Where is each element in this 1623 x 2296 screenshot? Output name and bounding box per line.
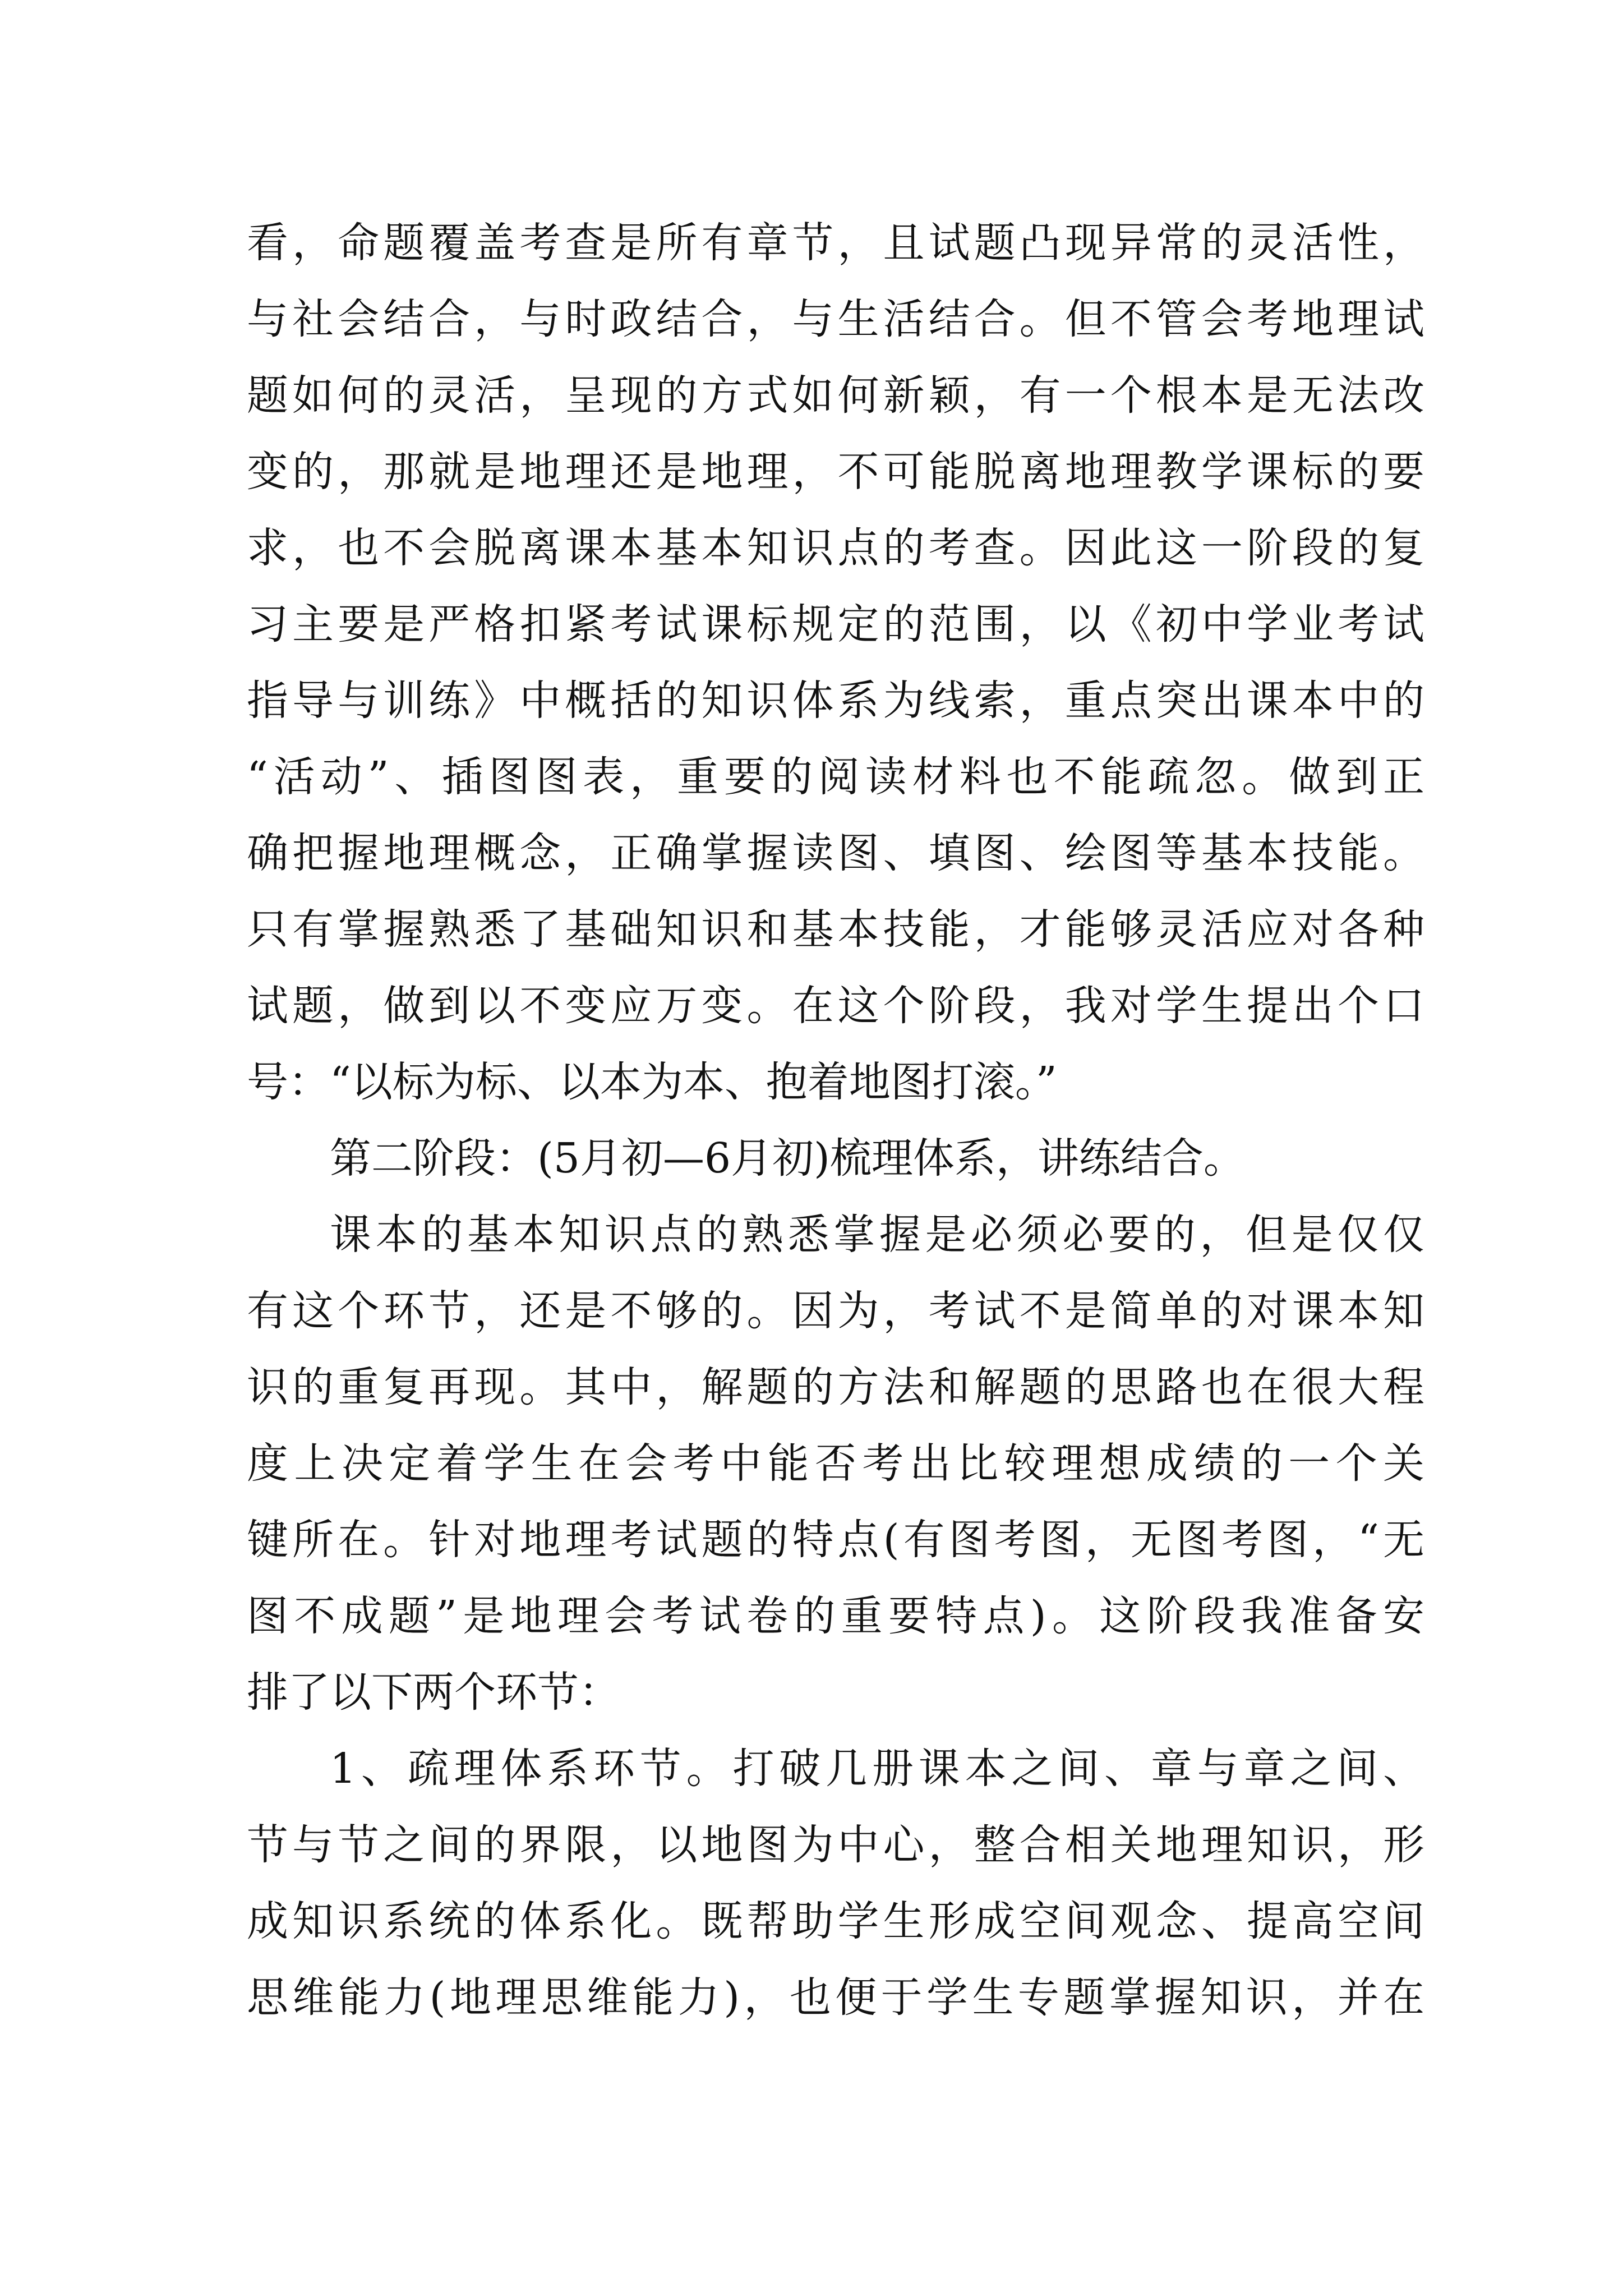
- text-line: 题如何的灵活，呈现的方式如何新颖，有一个根本是无法改: [247, 371, 1424, 420]
- text-line: 试题，做到以不变应万变。在这个阶段，我对学生提出个口: [247, 982, 1424, 1030]
- text-line: 指导与训练》中概括的知识体系为线索，重点突出课本中的: [247, 677, 1424, 725]
- text-line: 第二阶段：(5月初—6月初)梳理体系，讲练结合。: [330, 1134, 1245, 1182]
- text-line: 号：“以标为标、以本为本、抱着地图打滚。”: [247, 1058, 1057, 1106]
- text-line: 度上决定着学生在会考中能否考出比较理想成绩的一个关: [247, 1439, 1424, 1488]
- text-line: 图不成题”是地理会考试卷的重要特点)。这阶段我准备安: [247, 1592, 1424, 1640]
- text-line: 排了以下两个环节：: [247, 1668, 620, 1717]
- text-line: 看，命题覆盖考查是所有章节，且试题凸现异常的灵活性，: [247, 219, 1424, 267]
- text-line: 习主要是严格扣紧考试课标规定的范围，以《初中学业考试: [247, 600, 1424, 648]
- body-text: [247, 205, 1424, 2036]
- text-line: 识的重复再现。其中，解题的方法和解题的思路也在很大程: [247, 1363, 1424, 1411]
- text-line: 键所在。针对地理考试题的特点(有图考图，无图考图，“无: [247, 1516, 1424, 1564]
- text-line: 成知识系统的体系化。既帮助学生形成空间观念、提高空间: [247, 1897, 1424, 1945]
- text-line: 求，也不会脱离课本基本知识点的考查。因此这一阶段的复: [247, 524, 1424, 572]
- text-line: 确把握地理概念，正确掌握读图、填图、绘图等基本技能。: [247, 829, 1424, 877]
- text-line: “活动”、插图图表，重要的阅读材料也不能疏忽。做到正: [247, 753, 1424, 801]
- text-line: 有这个环节，还是不够的。因为，考试不是简单的对课本知: [247, 1287, 1424, 1335]
- text-line: 思维能力(地理思维能力)，也便于学生专题掌握知识，并在: [247, 1973, 1424, 2022]
- text-line: 只有掌握熟悉了基础知识和基本技能，才能够灵活应对各种: [247, 905, 1424, 954]
- text-line: 节与节之间的界限，以地图为中心，整合相关地理知识，形: [247, 1821, 1424, 1869]
- text-line: 1、疏理体系环节。打破几册课本之间、章与章之间、: [330, 1745, 1424, 1793]
- text-line: 与社会结合，与时政结合，与生活结合。但不管会考地理试: [247, 295, 1424, 343]
- text-line: 变的，那就是地理还是地理，不可能脱离地理教学课标的要: [247, 448, 1424, 496]
- text-line: 课本的基本知识点的熟悉掌握是必须必要的，但是仅仅: [330, 1211, 1424, 1259]
